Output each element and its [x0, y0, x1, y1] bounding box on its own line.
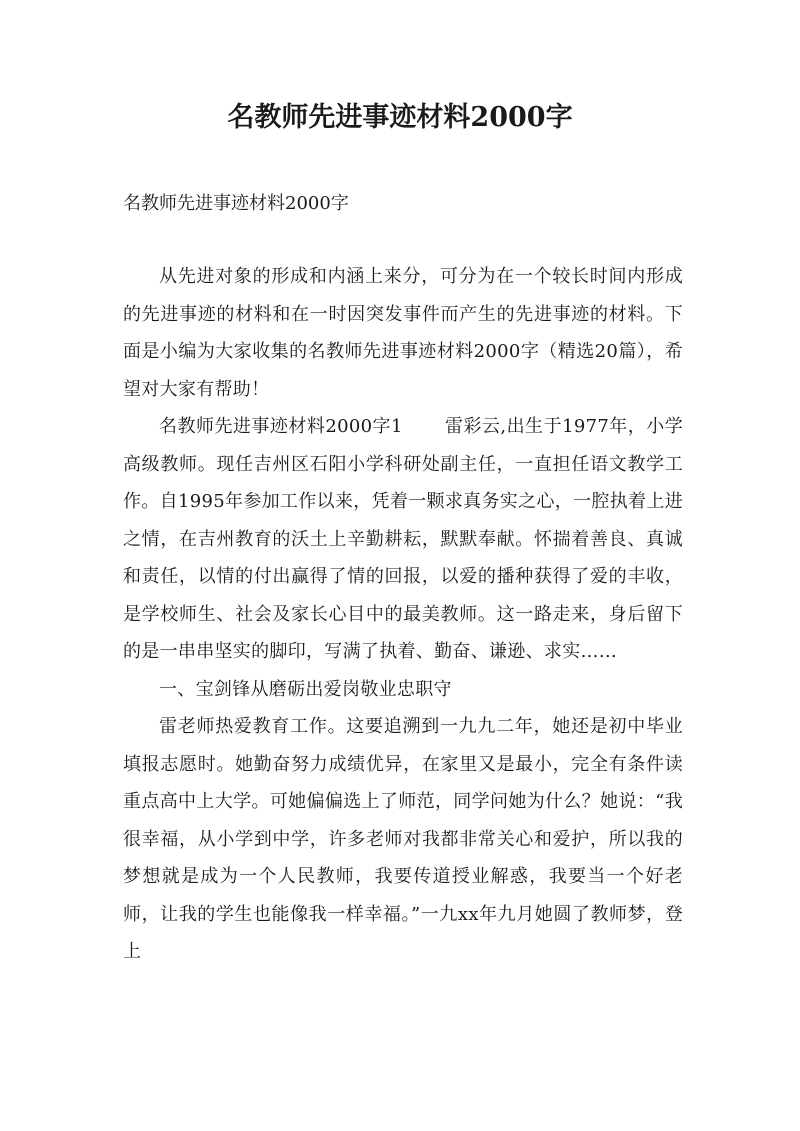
- article-1-paragraph: [123, 408, 683, 671]
- document-body: [123, 258, 683, 971]
- body-paragraph: 雷老师热爱教育工作。这要追溯到一九九二年，她还是初中毕业填报志愿时。她勤奋努力成绩优异，在家里又是最小，完全有条件读重点高中上大学。可她偏偏选上了师范，同学问她为什么？她说：“我很幸福，从小学到中学，许多老师对我都非常关心和爱护，所以我的梦想就是成为一个人民教师，我要传道授业解惑，我要当一个好老师，让我的学生也能像我一样幸福。”一九xx年九月她圆了教师梦，登上: [123, 716, 683, 962]
- article-1-heading: 名教师先进事迹材料2000字1: [159, 416, 403, 437]
- intro-paragraph: 从先进对象的形成和内涵上来分，可分为在一个较长时间内形成的先进事迹的材料和在一时因突发事件而产生的先进事迹的材料。下面是小编为大家收集的名教师先进事迹材料2000字（精选20篇），希望对大家有帮助！: [123, 266, 683, 400]
- article-1-text: 雷彩云,出生于1977年，小学高级教师。现任吉州区石阳小学科研处副主任，一直担任语文教学工作。自1995年参加工作以来，凭着一颗求真务实之心，一腔执着上进之情，在吉州教育的沃土上辛勤耕耘，默默奉献。怀揣着善良、真诚和责任，以情的付出赢得了情的回报，以爱的播种获得了爱的丰收，是学校师生、社会及家长心目中的最美教师。这一路走来，身后留下的是一串串坚实的脚印，写满了执着、勤奋、谦逊、求实……: [123, 416, 684, 662]
- section-heading: 一、宝剑锋从磨砺出爱岗敬业忠职守: [159, 678, 452, 700]
- document-title: 名教师先进事迹材料2000字: [227, 102, 573, 133]
- document-subtitle: 名教师先进事迹材料2000字: [123, 193, 349, 214]
